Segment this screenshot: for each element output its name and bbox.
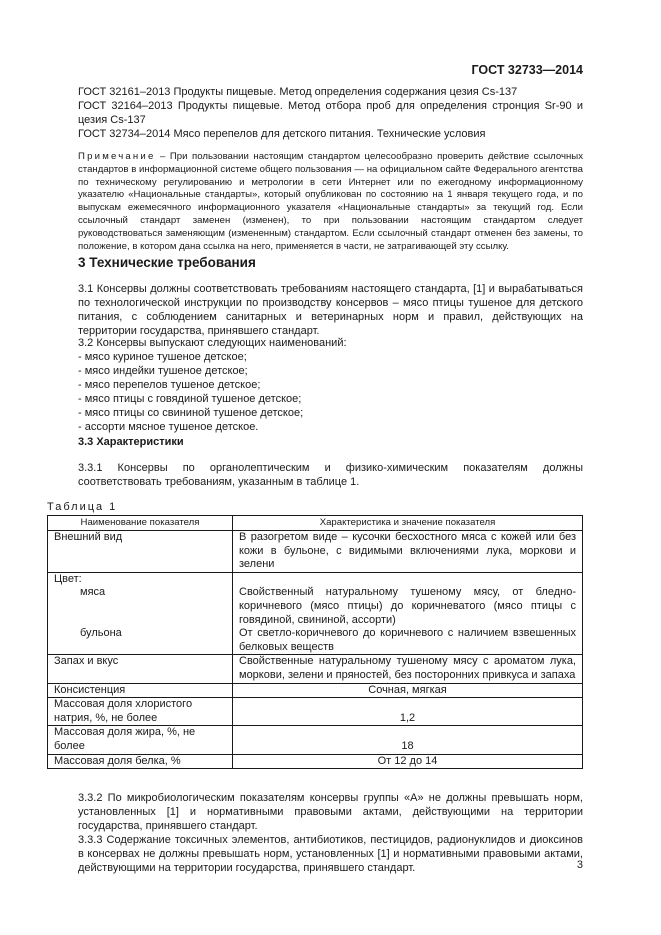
table-row xyxy=(48,683,583,698)
table-cell xyxy=(233,572,583,655)
list-item: - мясо индейки тушеное детское; xyxy=(78,365,248,377)
table-header-row xyxy=(48,516,583,531)
table-row xyxy=(48,531,583,573)
paragraph-3-2 xyxy=(78,336,583,434)
color-meat-label: мяса xyxy=(80,586,106,599)
table-cell: Сочная, мягкая xyxy=(233,683,583,698)
list-item: - мясо птицы с говядиной тушеное детское; xyxy=(78,393,302,405)
paragraph-3-3-2: 3.3.2 По микробиологическим показателям консервы группы «А» не должны превышать норм, установленных [1] и нормативными правовыми актами, действующими на территории государства, принявшего стандарт. xyxy=(78,792,583,832)
list-item: - мясо птицы со свининой тушеное детское; xyxy=(78,407,304,419)
table-cell: Внешний вид xyxy=(48,531,233,573)
color-broth-label: бульона xyxy=(80,626,122,639)
table-row xyxy=(48,754,583,769)
table-row xyxy=(48,572,583,655)
paragraph-3-3-3: 3.3.3 Содержание токсичных элементов, антибиотиков, пестицидов, радионуклидов и диоксинов в консервах не должны превышать норм, установленных [1] и нормативными правовыми актами, действующими на территории государства, принявшего стандарт. xyxy=(78,834,583,874)
table-row xyxy=(48,726,583,754)
table-cell: От 12 до 14 xyxy=(233,754,583,769)
table-row xyxy=(48,655,583,683)
reference-item: ГОСТ 32164–2013 Продукты пищевые. Метод отбора проб для определения стронция Sr-90 и цезия Cs-137 xyxy=(78,100,583,126)
characteristics-table xyxy=(47,515,583,769)
table-cell: Массовая доля жира, %, не более xyxy=(48,726,233,754)
color-label: Цвет: xyxy=(54,572,82,585)
table-cell: Запах и вкус xyxy=(48,655,233,683)
table-header-cell: Характеристика и значение показателя xyxy=(233,516,583,531)
table-header-cell: Наименование показателя xyxy=(48,516,233,531)
color-meat-value: Свойственный натуральному тушеному мясу, от бледно-коричневого (мясо птицы) до коричневатого (мясо птицы с говядиной, свининой, ассорти) xyxy=(239,586,576,626)
reference-item: ГОСТ 32734–2014 Мясо перепелов для детского питания. Технические условия xyxy=(78,128,486,140)
page-number: 3 xyxy=(576,859,583,871)
table-cell: Консистенция xyxy=(48,683,233,698)
references-block xyxy=(78,85,583,141)
table-cell: 18 xyxy=(233,726,583,754)
note-block xyxy=(78,151,583,253)
table-cell: Массовая доля белка, % xyxy=(48,754,233,769)
table-cell: В разогретом виде – кусочки бесхостного мяса с кожей или без кожи в бульоне, с видимыми включениями лука, моркови и зелени xyxy=(233,531,583,573)
note-text: – При пользовании настоящим стандартом целесообразно проверить действие ссылочных стандартов в информационной системе общего пользования — на официальном сайте Федерального агентства по техническому регулированию и метрологии в сети Интернет или по ежегодному информационному указателю «Национальные стандарты», который опубликован по состоянию на 1 января текущего года, и по выпускам ежемесячного информационного указателя «Национальные стандарты» за текущий год. Если ссылочный стандарт заменен (изменен), то при пользовании настоящим стандартом следует руководствоваться заменяющим (измененным) стандартом. Если ссылочный стандарт отменен без замены, то положение, в котором дана ссылка на него, применяется в части, не затрагивающей эту ссылку. xyxy=(78,151,583,252)
list-item: - мясо куриное тушеное детское; xyxy=(78,351,247,363)
note-label: Примечание xyxy=(78,151,156,162)
document-id-header: ГОСТ 32733—2014 xyxy=(471,63,583,77)
table-cell: 1,2 xyxy=(233,698,583,726)
table-cell: Массовая доля хлористого натрия, %, не более xyxy=(48,698,233,726)
table-row xyxy=(48,698,583,726)
table-cell: Свойственные натуральному тушеному мясу с ароматом лука, моркови, зелени и пряностей, без посторонних привкуса и запаха xyxy=(233,655,583,683)
reference-item: ГОСТ 32161–2013 Продукты пищевые. Метод определения содержания цезия Cs-137 xyxy=(78,86,518,98)
list-item: - ассорти мясное тушеное детское. xyxy=(78,421,259,433)
table-caption: Таблица 1 xyxy=(47,501,118,513)
paragraph-3-1: 3.1 Консервы должны соответствовать требованиям настоящего стандарта, [1] и вырабатываться по технологической инструкции по производству консервов – мясо птицы тушеное для детского питания, с соблюдением санитарных и ветеринарных норм и правил, действующих на территории государства, принявшего стандарт. xyxy=(78,283,583,337)
subsection-3-3-title: 3.3 Характеристики xyxy=(78,436,184,448)
color-broth-value: От светло-коричневого до коричневого с наличием взвешенных белковых веществ xyxy=(239,627,576,653)
paragraph-3-2-lead: 3.2 Консервы выпускают следующих наименований: xyxy=(78,337,347,349)
table-cell xyxy=(48,572,233,655)
list-item: - мясо перепелов тушеное детское; xyxy=(78,379,261,391)
section-3-title: 3 Технические требования xyxy=(78,255,256,270)
paragraph-3-3-1: 3.3.1 Консервы по органолептическим и физико-химическим показателям должны соответствовать требованиям, указанным в таблице 1. xyxy=(78,462,583,488)
